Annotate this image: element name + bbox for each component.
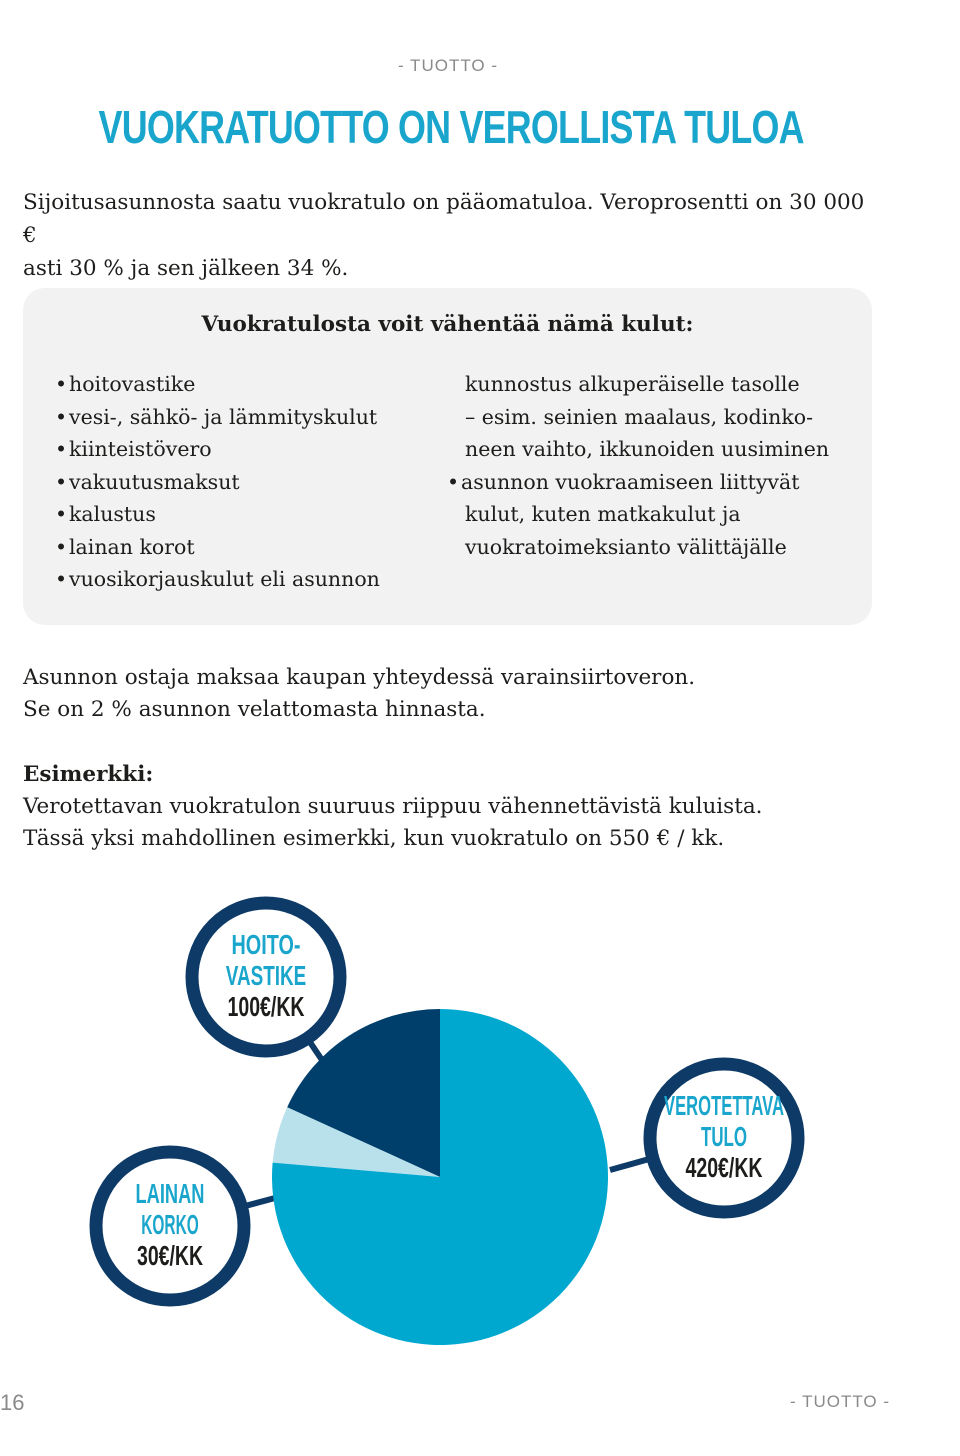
connector-verotettava-tulo <box>610 1158 653 1170</box>
transfer-tax-line-1: Asunnon ostaja maksaa kaupan yhteydessä varainsiirtoveron. <box>23 665 696 690</box>
intro-line-2: asti 30 % ja sen jälkeen 34 %. <box>23 256 349 281</box>
slice-label-lainan-korko: KORKO <box>141 1209 199 1240</box>
bullet-icon: • <box>55 404 68 429</box>
example-paragraph <box>23 759 903 855</box>
slice-label-hoitovastike: VASTIKE <box>225 960 307 991</box>
slice-label-lainan-korko: LAINAN <box>135 1178 205 1209</box>
list-item: •vakuutusmaksut <box>55 466 380 499</box>
transfer-tax-paragraph <box>23 662 903 726</box>
slice-label-verotettava-tulo: VEROTETTAVA <box>664 1090 784 1121</box>
rent-breakdown-pie-chart <box>0 880 960 1360</box>
list-item: •hoitovastike <box>55 368 380 401</box>
slice-value-lainan-korko: 30€/KK <box>137 1240 203 1271</box>
list-item: •kalustus <box>55 498 380 531</box>
deductions-list-right <box>447 368 829 563</box>
bullet-icon: • <box>55 372 68 396</box>
bullet-icon: • <box>55 437 68 461</box>
list-item: •vesi-, sähkö- ja lämmityskulut <box>55 401 380 434</box>
slice-value-hoitovastike: 100€/KK <box>227 991 305 1022</box>
list-item-continuation: vuokratoimeksianto välittäjälle <box>465 534 787 559</box>
deductions-title: Vuokratulosta voit vähentää nämä kulut: <box>201 312 694 337</box>
slice-value-verotettava-tulo: 420€/KK <box>685 1152 763 1183</box>
slice-label-hoitovastike: HOITO- <box>231 929 301 960</box>
example-line-2: Tässä yksi mahdollinen esimerkki, kun vuokratulo on 550 € / kk. <box>23 826 725 851</box>
example-line-1: Verotettavan vuokratulon suuruus riippuu vähennettävistä kuluista. <box>23 794 763 819</box>
bullet-icon: • <box>55 534 68 559</box>
list-item: •kiinteistövero <box>55 433 380 466</box>
slice-label-verotettava-tulo: TULO <box>701 1121 747 1152</box>
list-item-continuation: kulut, kuten matkakulut ja <box>465 502 741 526</box>
intro-paragraph <box>23 186 883 285</box>
bullet-icon: • <box>55 567 68 591</box>
list-item-continuation: kunnostus alkuperäiselle tasolle <box>465 372 800 396</box>
section-header: - TUOTTO - <box>397 56 499 75</box>
page-title: VUOKRATUOTTO ON VEROLLISTA TULOA <box>98 101 804 153</box>
list-item: •vuosikorjauskulut eli asunnon <box>55 563 380 596</box>
list-item: •asunnon vuokraamiseen liittyvät <box>447 466 829 499</box>
section-footer: - TUOTTO - <box>790 1392 891 1411</box>
deductions-box <box>23 288 872 625</box>
page-number: 16 <box>0 1390 25 1415</box>
deductions-list-left <box>55 368 380 596</box>
bullet-icon: • <box>55 502 68 526</box>
bullet-icon: • <box>447 469 460 494</box>
example-label: Esimerkki: <box>23 762 154 787</box>
bullet-icon: • <box>55 469 68 494</box>
list-item-continuation: – esim. seinien maalaus, kodinko- <box>465 404 814 429</box>
transfer-tax-line-2: Se on 2 % asunnon velattomasta hinnasta. <box>23 697 486 722</box>
list-item: •lainan korot <box>55 531 380 564</box>
list-item-continuation: neen vaihto, ikkunoiden uusiminen <box>465 437 830 461</box>
intro-line-1: Sijoitusasunnosta saatu vuokratulo on pääomatuloa. Veroprosentti on 30 000 € <box>23 190 865 248</box>
